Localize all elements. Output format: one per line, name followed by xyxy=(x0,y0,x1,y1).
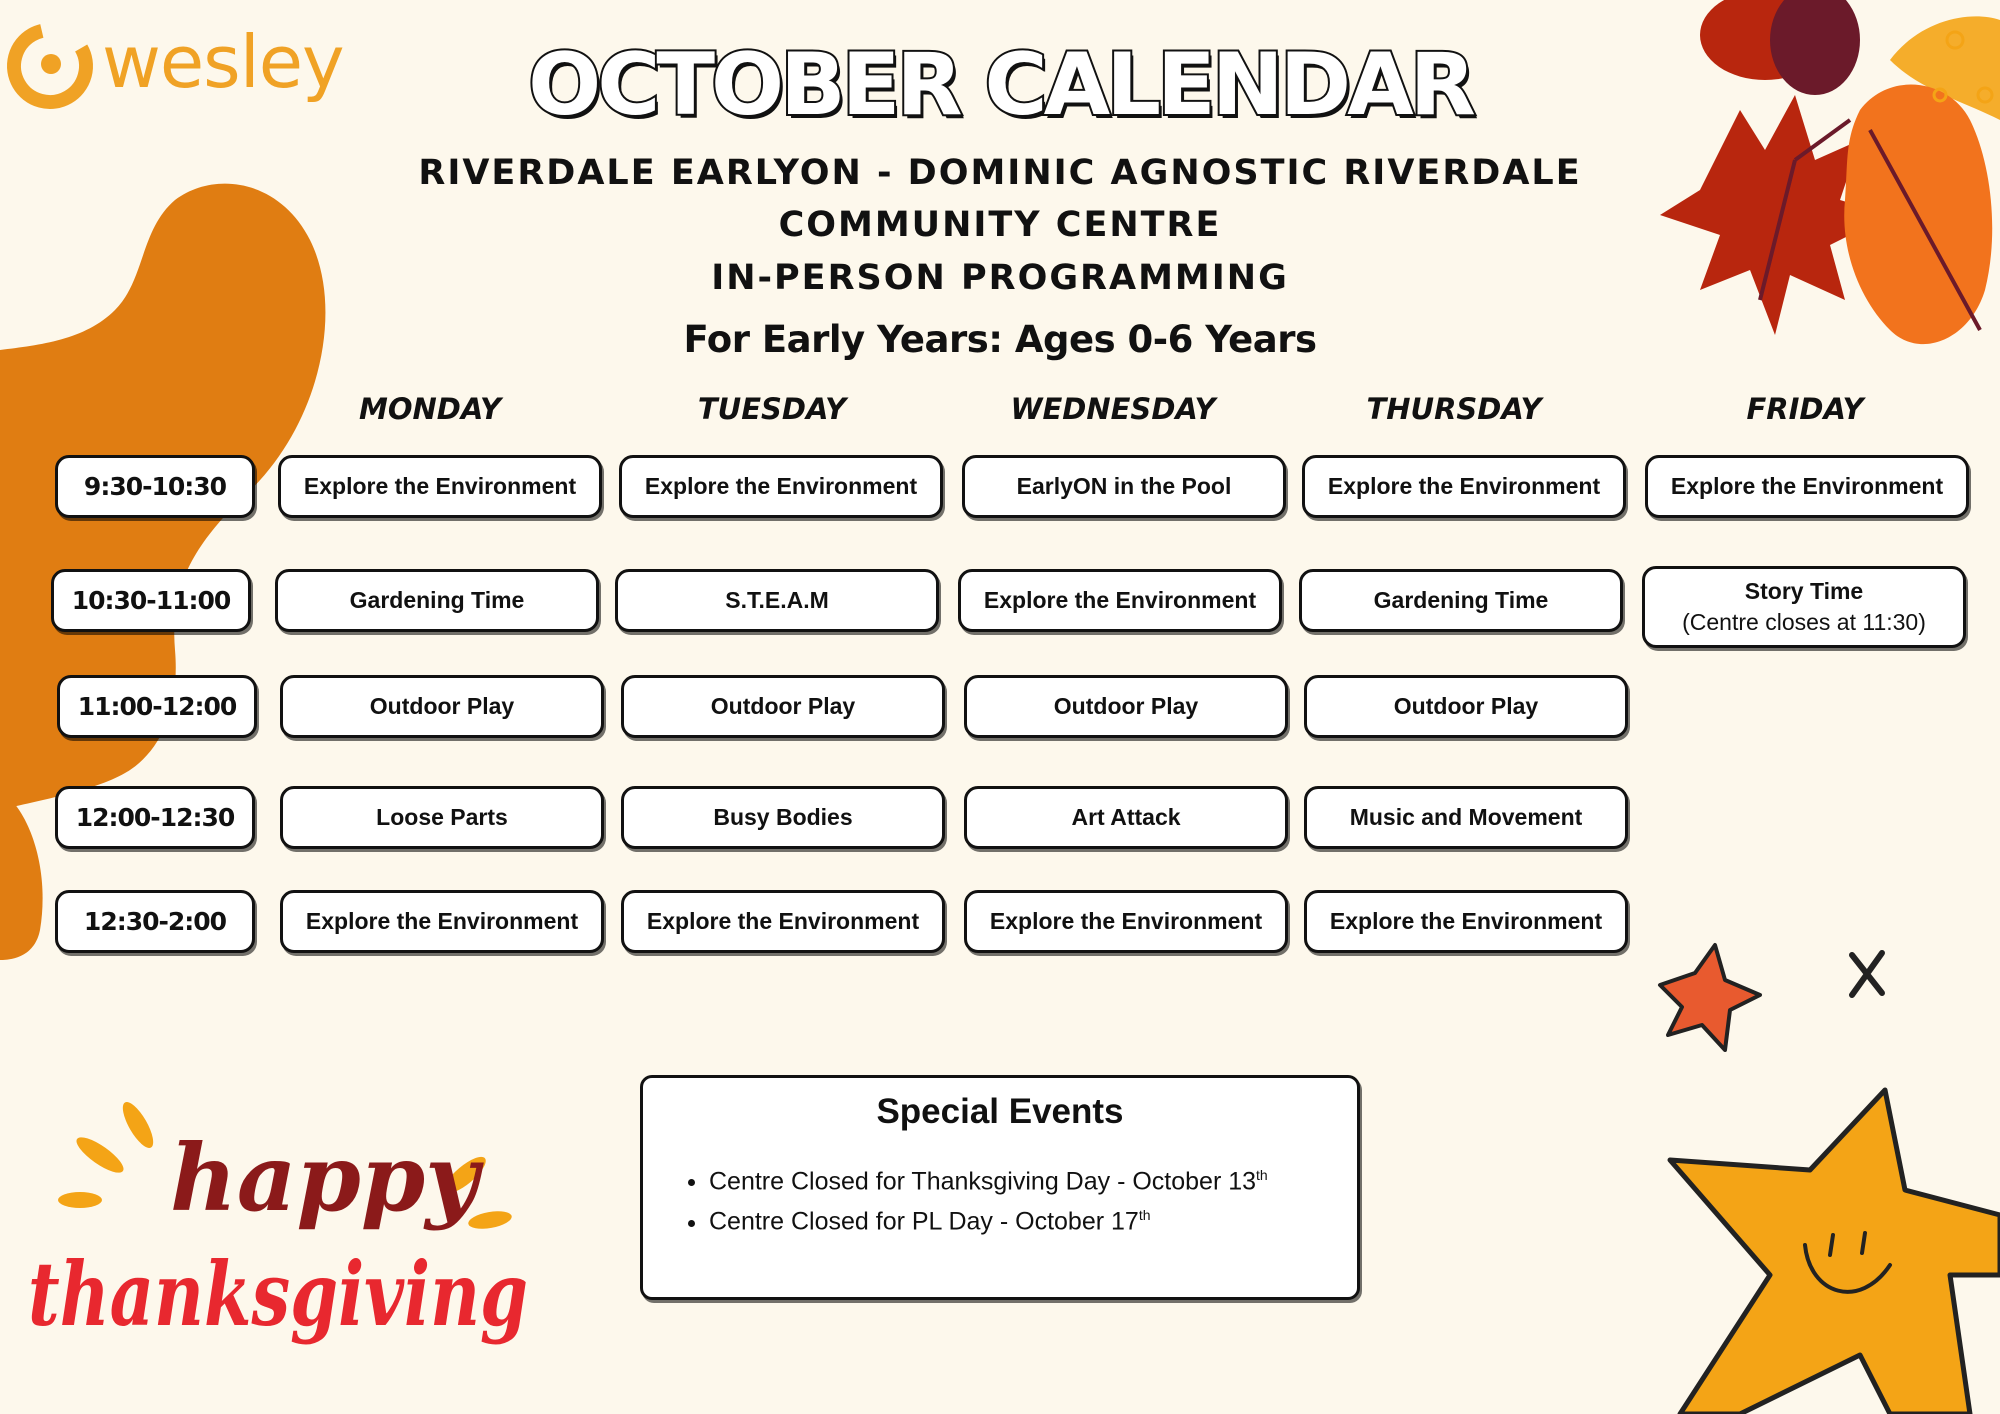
page-title: OCTOBER CALENDAR xyxy=(528,35,1472,135)
list-item xyxy=(709,1198,1268,1238)
wesley-logo-text: wesley xyxy=(102,20,344,104)
activity-box: Gardening Time xyxy=(275,569,599,632)
greeting-word-happy: happy xyxy=(170,1124,479,1232)
day-header-thursday: THURSDAY xyxy=(1366,392,1542,426)
greeting-word-thanksgiving: thanksgiving xyxy=(28,1242,528,1346)
centre-name-line-2: COMMUNITY CENTRE xyxy=(778,205,1222,245)
activity-box: Explore the Environment xyxy=(958,569,1282,632)
activity-box: Art Attack xyxy=(964,786,1288,849)
special-events-box xyxy=(640,1075,1360,1300)
activity-box: Explore the Environment xyxy=(964,890,1288,953)
list-item xyxy=(709,1158,1268,1198)
activity-box: Explore the Environment xyxy=(1304,890,1628,953)
time-slot-label: 12:30-2:00 xyxy=(55,890,255,953)
activity-box: Loose Parts xyxy=(280,786,604,849)
event-text: Centre Closed for Thanksgiving Day - October 13 xyxy=(709,1167,1257,1196)
activity-box: EarlyON in the Pool xyxy=(962,455,1286,518)
stars-decoration xyxy=(1620,935,2000,1414)
activity-box-story-time xyxy=(1642,566,1966,648)
time-slot-label: 10:30-11:00 xyxy=(51,569,251,632)
activity-box: Explore the Environment xyxy=(1302,455,1626,518)
time-slot-label: 11:00-12:00 xyxy=(57,675,257,738)
activity-box: Gardening Time xyxy=(1299,569,1623,632)
wesley-logo xyxy=(4,14,344,114)
activity-title: Story Time xyxy=(1744,578,1864,604)
special-events-title: Special Events xyxy=(876,1092,1124,1131)
wesley-logo-mark xyxy=(4,14,104,114)
closing-note: (Centre closes at 11:30) xyxy=(1682,609,1926,635)
activity-box: Explore the Environment xyxy=(1645,455,1969,518)
time-slot-label: 12:00-12:30 xyxy=(55,786,255,849)
centre-name-line-1: RIVERDALE EARLYON - DOMINIC AGNOSTIC RIVERDALE xyxy=(418,153,1582,193)
activity-box: Explore the Environment xyxy=(621,890,945,953)
audience-label: For Early Years: Ages 0-6 Years xyxy=(683,318,1317,361)
day-header-tuesday: TUESDAY xyxy=(697,392,847,426)
activity-box: Explore the Environment xyxy=(280,890,604,953)
day-header-wednesday: WEDNESDAY xyxy=(1010,392,1216,426)
activity-box: Busy Bodies xyxy=(621,786,945,849)
activity-box: Outdoor Play xyxy=(280,675,604,738)
activity-box: Outdoor Play xyxy=(621,675,945,738)
day-header-monday: MONDAY xyxy=(359,392,501,426)
activity-box: Explore the Environment xyxy=(619,455,943,518)
event-text: Centre Closed for PL Day - October 17 xyxy=(709,1207,1139,1236)
activity-box: Explore the Environment xyxy=(278,455,602,518)
happy-thanksgiving-lettering xyxy=(20,1080,540,1370)
ordinal-suffix: th xyxy=(1138,1207,1151,1224)
programming-type: IN-PERSON PROGRAMMING xyxy=(711,258,1289,298)
activity-box: Outdoor Play xyxy=(1304,675,1628,738)
ordinal-suffix: th xyxy=(1256,1167,1268,1183)
time-slot-label: 9:30-10:30 xyxy=(55,455,255,518)
activity-box: S.T.E.A.M xyxy=(615,569,939,632)
activity-box: Outdoor Play xyxy=(964,675,1288,738)
activity-box: Music and Movement xyxy=(1304,786,1628,849)
day-header-friday: FRIDAY xyxy=(1746,392,1864,426)
special-events-list xyxy=(675,1158,1268,1239)
